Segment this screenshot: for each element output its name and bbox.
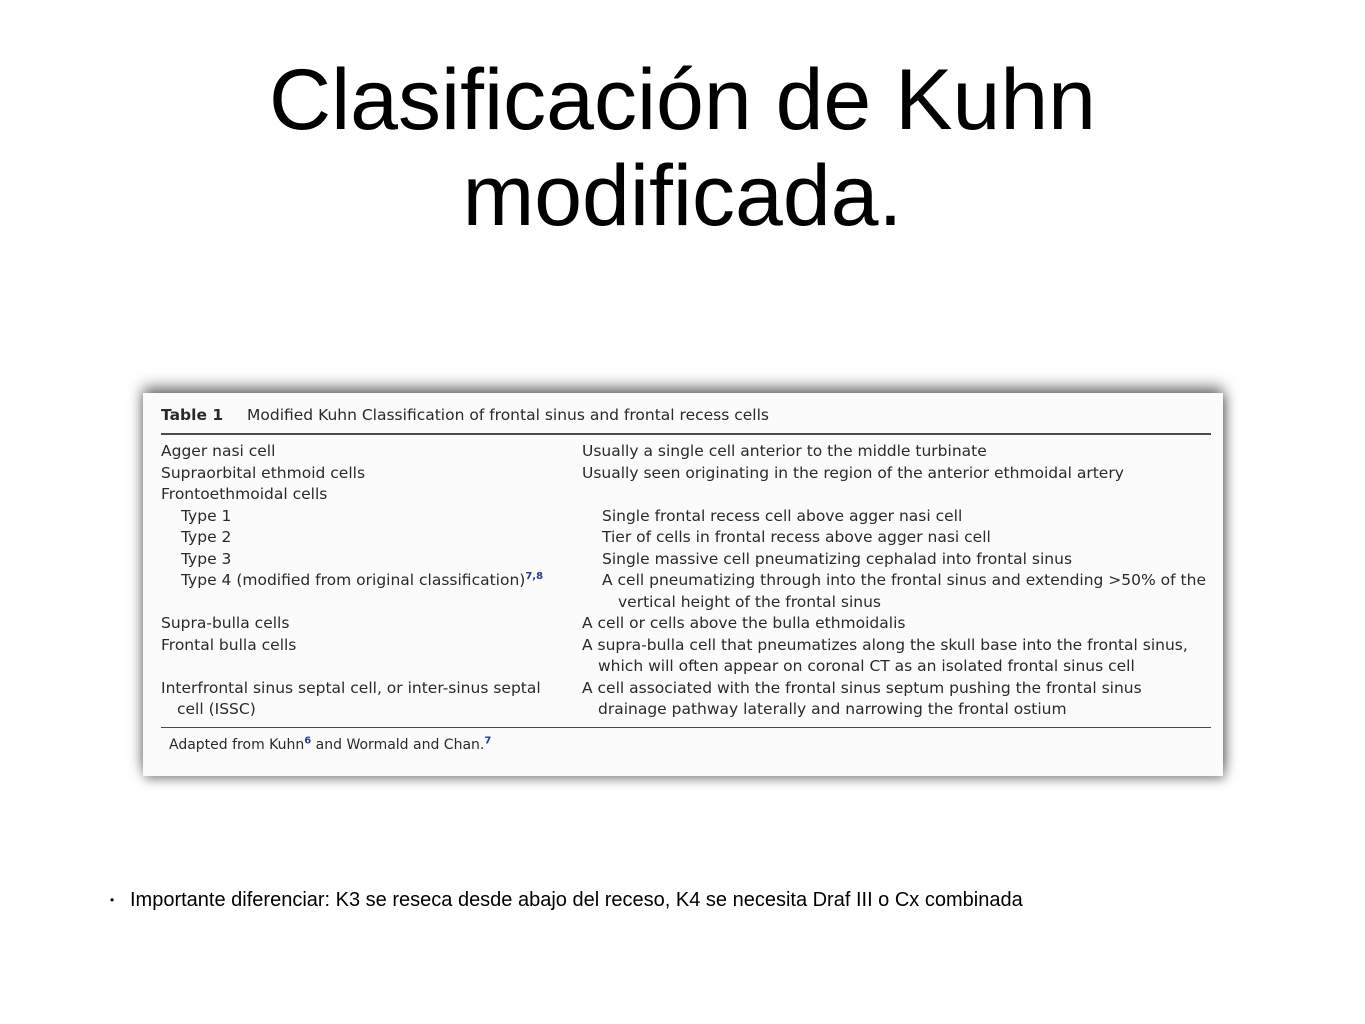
row-term: Supraorbital ethmoid cells [161,463,366,482]
row-term: Agger nasi cell [161,442,276,460]
row-term-text: Type 4 (modified from original classification) [181,571,526,589]
table-row [161,613,1211,635]
table-row [161,549,1211,571]
row-definition-continuation: drainage pathway laterally and narrowing the frontal ostium [598,700,1067,718]
slide-title [0,52,1365,244]
row-definition-continuation: vertical height of the frontal sinus [618,592,881,611]
row-term-continuation: cell (ISSC) [177,700,256,718]
row-definition [582,484,1211,506]
reference-superscript: 7 [484,734,492,746]
row-definition: Usually a single cell anterior to the middle turbinate [582,442,987,460]
table-row [161,506,1211,528]
row-definition-continuation: which will often appear on coronal CT as an isolated frontal sinus cell [598,657,1135,675]
table-footnote [161,734,1211,756]
slide-title-line-2: modificada. [462,148,903,244]
footnote-text: Adapted from Kuhn [169,736,305,753]
row-term: Type 2 [181,528,232,546]
row-term: Type 3 [181,549,232,568]
table-row [161,527,1211,549]
row-term [161,678,582,721]
row-term: Frontoethmoidal cells [161,485,328,503]
bullet-text: Importante diferenciar: K3 se reseca desde abajo del receso, K4 se necesita Draf III o Cx combinada [130,889,1023,911]
reference-superscript: 6 [304,734,312,746]
slide-title-line-1: Clasificación de Kuhn [268,52,1097,148]
table-row [161,635,1211,678]
footnote-text: and Wormald and Chan. [311,736,485,753]
bullet-item [110,887,1350,913]
table-body [161,441,1211,721]
table-image [143,393,1223,776]
table-caption [161,403,1211,427]
table-row [161,678,1211,721]
table-row [161,484,1211,506]
row-definition-line: A cell pneumatizing through into the frontal sinus and extending >50% of the [602,571,1206,589]
table-caption-label: Table 1 [161,406,224,424]
row-term: Frontal bulla cells [161,635,297,654]
row-definition-line: A cell associated with the frontal sinus septum pushing the frontal sinus [582,678,1142,697]
row-term: Type 1 [181,506,232,525]
row-definition: Tier of cells in frontal recess above agger nasi cell [602,528,991,546]
table-bottom-rule [161,727,1211,728]
row-definition: Single frontal recess cell above agger nasi cell [602,506,963,525]
table-caption-text: Modified Kuhn Classification of frontal sinus and frontal recess cells [247,406,769,424]
row-term [161,570,602,613]
reference-superscript: 7,8 [525,570,544,582]
row-term: Supra-bulla cells [161,614,290,632]
table [161,403,1211,756]
bullet-dot-icon: • [110,893,115,907]
row-definition: Usually seen originating in the region of the anterior ethmoidal artery [582,463,1124,482]
table-row [161,441,1211,463]
row-definition [602,570,1211,613]
table-row [161,570,1211,613]
row-definition [582,678,1211,721]
table-row [161,463,1211,485]
row-term-line: Interfrontal sinus septal cell, or inter-sinus septal [161,678,541,697]
row-definition: Single massive cell pneumatizing cephalad into frontal sinus [602,549,1073,568]
row-definition [582,635,1211,678]
row-definition: A cell or cells above the bulla ethmoidalis [582,614,906,632]
table-top-rule [161,433,1211,435]
row-definition-line: A supra-bulla cell that pneumatizes along the skull base into the frontal sinus, [582,635,1188,654]
